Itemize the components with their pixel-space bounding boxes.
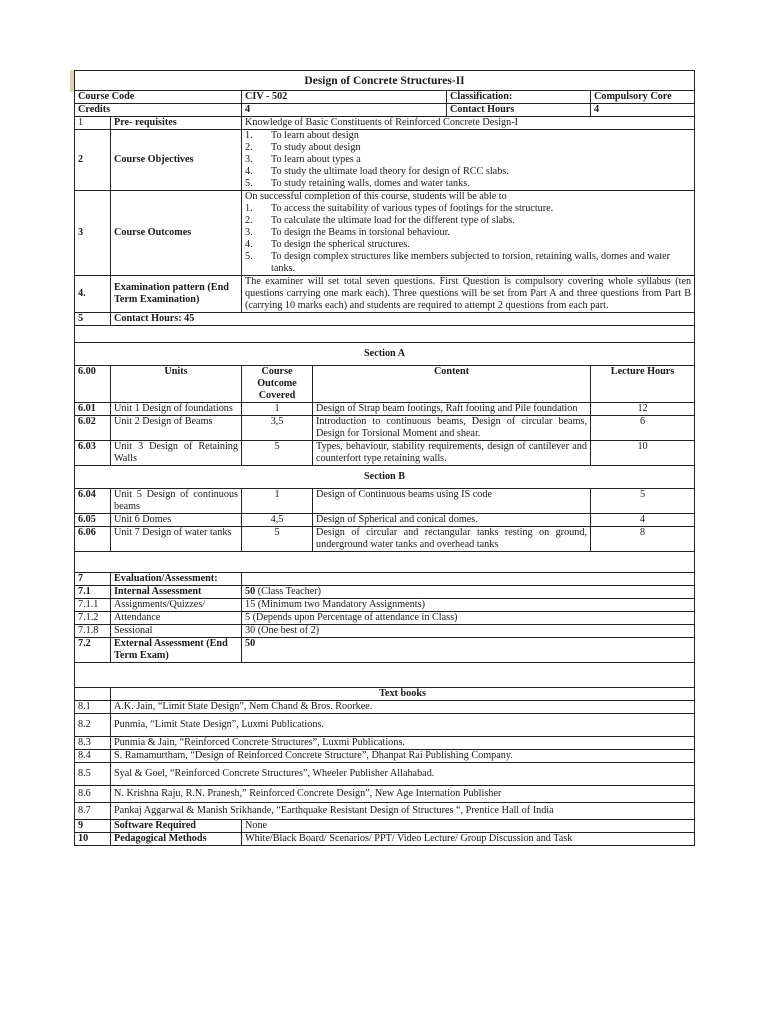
unit-row — [75, 441, 695, 466]
textbook-entry: Punmia & Jain, “Reinforced Concrete Structures”, Luxmi Publications. — [111, 737, 695, 750]
lecture-hours-header: Lecture Hours — [591, 366, 695, 403]
content-header: Content — [313, 366, 591, 403]
item-number: 4. — [245, 166, 253, 177]
course-code-value: CIV - 502 — [242, 91, 447, 104]
unit-row — [75, 403, 695, 416]
contact-hours-label: Contact Hours — [447, 104, 591, 117]
spacer-row — [75, 326, 695, 343]
objectives-row — [75, 130, 695, 191]
row-number: 7.2 — [75, 638, 111, 663]
empty-cell — [75, 688, 111, 701]
textbook-entry: N. Krishna Raju, R.N. Pranesh,” Reinforced Concrete Design”, New Age Internation Publisher — [111, 786, 695, 803]
list-item — [245, 227, 691, 239]
item-text: To access the suitability of various types of footings for the structure. — [271, 203, 554, 214]
unit-content: Design of Strap beam footings, Raft footing and Pile foundation — [313, 403, 591, 416]
list-item — [245, 239, 691, 251]
unit-content: Design of Spherical and conical domes. — [313, 514, 591, 527]
units-number-header: 6.00 — [75, 366, 111, 403]
outcomes-intro: On successful completion of this course, students will be able to — [245, 191, 507, 202]
textbook-entry: Punmia, “Limit State Design”, Luxmi Publications. — [111, 714, 695, 737]
internal-assessment-label: Internal Assessment — [111, 586, 242, 599]
unit-number: 6.05 — [75, 514, 111, 527]
item-text: To calculate the ultimate load for the different type of slabs. — [271, 215, 515, 226]
assessment-label: Attendance — [111, 612, 242, 625]
prerequisites-row — [75, 117, 695, 130]
section-b-title: Section B — [75, 466, 695, 489]
list-item — [245, 203, 691, 215]
textbook-entry: Syal & Goel, “Reinforced Concrete Structures”, Wheeler Publisher Allahabad. — [111, 763, 695, 786]
row-number: 7.1.2 — [75, 612, 111, 625]
outcomes-list — [245, 203, 691, 275]
section-a-title: Section A — [75, 343, 695, 366]
unit-outcome: 1 — [242, 403, 313, 416]
unit-outcome: 5 — [242, 441, 313, 466]
list-item — [245, 251, 691, 275]
empty-cell — [75, 326, 695, 343]
unit-row — [75, 514, 695, 527]
syllabus-table — [74, 70, 695, 846]
textbook-number: 8.3 — [75, 737, 111, 750]
unit-title: Unit 7 Design of water tanks — [111, 527, 242, 552]
textbook-row — [75, 803, 695, 820]
row-number: 7.1.1 — [75, 599, 111, 612]
textbook-number: 8.4 — [75, 750, 111, 763]
section-b-row — [75, 466, 695, 489]
list-item — [245, 215, 691, 227]
unit-title: Unit 2 Design of Beams — [111, 416, 242, 441]
software-value: None — [242, 820, 695, 833]
internal-assessment-row — [75, 586, 695, 599]
unit-hours: 12 — [591, 403, 695, 416]
internal-assessment-value — [242, 586, 695, 599]
unit-title: Unit 3 Design of Retaining Walls — [111, 441, 242, 466]
unit-row — [75, 527, 695, 552]
outcomes-label: Course Outcomes — [111, 191, 242, 276]
item-text: To study retaining walls, domes and water tanks. — [271, 178, 470, 189]
unit-outcome: 4,5 — [242, 514, 313, 527]
internal-assessment-marks: 50 — [245, 586, 256, 597]
item-number: 4. — [245, 239, 253, 250]
unit-content: Introduction to continuous beams, Design of circular beams, Design for Torsional Moment and shear. — [313, 416, 591, 441]
course-title: Design of Concrete Structures-II — [75, 71, 695, 91]
item-text: To study about design — [271, 142, 361, 153]
evaluation-label: Evaluation/Assessment: — [111, 573, 242, 586]
unit-content: Design of Continuous beams using IS code — [313, 489, 591, 514]
textbooks-title: Text books — [111, 688, 695, 701]
row-number: 2 — [75, 130, 111, 191]
exam-pattern-label: Examination pattern (End Term Examination) — [111, 276, 242, 313]
unit-number: 6.02 — [75, 416, 111, 441]
textbook-row — [75, 701, 695, 714]
classification-value: Compulsory Core — [591, 91, 695, 104]
item-number: 1. — [245, 130, 253, 141]
row-number: 5 — [75, 313, 111, 326]
item-text: To learn about types a — [271, 154, 361, 165]
contact-hours-value: 4 — [591, 104, 695, 117]
list-item — [245, 166, 691, 178]
row-number: 4. — [75, 276, 111, 313]
unit-hours: 10 — [591, 441, 695, 466]
prerequisites-label: Pre- requisites — [111, 117, 242, 130]
empty-cell — [75, 663, 695, 688]
unit-row — [75, 489, 695, 514]
section-a-row — [75, 343, 695, 366]
textbook-entry: Pankaj Aggarwal & Manish Srikhande, “Earthquake Resistant Design of Structures “, Prentice Hall of India — [111, 803, 695, 820]
empty-cell — [75, 552, 695, 573]
pedagogy-row — [75, 833, 695, 846]
item-number: 1. — [245, 203, 253, 214]
item-text: To study the ultimate load theory for design of RCC slabs. — [271, 166, 509, 177]
textbook-entry: S. Ramamurtham, “Design of Reinforced Concrete Structure”, Dhanpat Rai Publishing Company. — [111, 750, 695, 763]
assessment-row — [75, 612, 695, 625]
unit-title: Unit 6 Domes — [111, 514, 242, 527]
textbook-row — [75, 750, 695, 763]
exam-pattern-text: The examiner will set total seven questions. First Question is compulsory covering whole syllabus (ten questions carrying one mark each). Three questions will be set from Part A and three questions from Part B (carrying 10 marks each) and students are required to attempt 2 questions from each part. — [242, 276, 695, 313]
item-number: 5. — [245, 251, 253, 262]
assessment-label: Sessional — [111, 625, 242, 638]
unit-number: 6.06 — [75, 527, 111, 552]
external-assessment-label: External Assessment (End Term Exam) — [111, 638, 242, 663]
units-header: Units — [111, 366, 242, 403]
title-row — [75, 71, 695, 91]
list-item — [245, 142, 691, 154]
contact-hours-total: Contact Hours: 45 — [111, 313, 695, 326]
item-text: To design complex structures like members subjected to torsion, retaining walls, domes and water tanks. — [271, 251, 671, 274]
unit-hours: 6 — [591, 416, 695, 441]
unit-outcome: 5 — [242, 527, 313, 552]
textbook-entry: A.K. Jain, “Limit State Design”, Nem Chand & Bros. Roorkee. — [111, 701, 695, 714]
course-code-label: Course Code — [75, 91, 242, 104]
textbook-number: 8.6 — [75, 786, 111, 803]
row-number: 7.1.8 — [75, 625, 111, 638]
row-number: 10 — [75, 833, 111, 846]
textbook-number: 8.7 — [75, 803, 111, 820]
row-number: 9 — [75, 820, 111, 833]
textbook-number: 8.2 — [75, 714, 111, 737]
unit-hours: 8 — [591, 527, 695, 552]
unit-number: 6.01 — [75, 403, 111, 416]
unit-title: Unit 5 Design of continuous beams — [111, 489, 242, 514]
unit-content: Design of circular and rectangular tanks resting on ground, underground water tanks and overhead tanks — [313, 527, 591, 552]
assessment-label: Assignments/Quizzes/ — [111, 599, 242, 612]
item-number: 5. — [245, 178, 253, 189]
spacer-row — [75, 552, 695, 573]
unit-outcome: 1 — [242, 489, 313, 514]
outcomes-row — [75, 191, 695, 276]
item-number: 2. — [245, 142, 253, 153]
syllabus-page — [74, 70, 694, 846]
assessment-row — [75, 625, 695, 638]
unit-hours: 4 — [591, 514, 695, 527]
list-item — [245, 178, 691, 190]
outcomes-list-cell — [242, 191, 695, 276]
row-number: 7 — [75, 573, 111, 586]
assessment-value: 30 (One best of 2) — [242, 625, 695, 638]
unit-title: Unit 1 Design of foundations — [111, 403, 242, 416]
classification-label: Classification: — [447, 91, 591, 104]
empty-cell — [242, 573, 695, 586]
external-assessment-row — [75, 638, 695, 663]
pedagogy-value: White/Black Board/ Scenarios/ PPT/ Video Lecture/ Group Discussion and Task — [242, 833, 695, 846]
textbook-number: 8.5 — [75, 763, 111, 786]
objectives-label: Course Objectives — [111, 130, 242, 191]
unit-hours: 5 — [591, 489, 695, 514]
row-number: 3 — [75, 191, 111, 276]
textbook-number: 8.1 — [75, 701, 111, 714]
units-header-row — [75, 366, 695, 403]
contact-hours-total-row — [75, 313, 695, 326]
unit-row — [75, 416, 695, 441]
exam-pattern-row — [75, 276, 695, 313]
textbook-row — [75, 714, 695, 737]
item-text: To design the Beams in torsional behaviour. — [271, 227, 450, 238]
prerequisites-text: Knowledge of Basic Constituents of Reinforced Concrete Design-I — [242, 117, 695, 130]
assessment-value: 15 (Minimum two Mandatory Assignments) — [242, 599, 695, 612]
unit-content: Types, behaviour, stability requirements, design of cantilever and counterfort type retaining walls. — [313, 441, 591, 466]
item-number: 2. — [245, 215, 253, 226]
credits-value: 4 — [242, 104, 447, 117]
spacer-row — [75, 663, 695, 688]
internal-assessment-note: (Class Teacher) — [257, 586, 322, 597]
list-item — [245, 154, 691, 166]
course-code-row — [75, 91, 695, 104]
row-number: 1 — [75, 117, 111, 130]
textbook-row — [75, 763, 695, 786]
item-text: To learn about design — [271, 130, 359, 141]
unit-outcome: 3,5 — [242, 416, 313, 441]
list-item — [245, 130, 691, 142]
credits-label: Credits — [75, 104, 242, 117]
external-assessment-marks: 50 — [242, 638, 695, 663]
item-number: 3. — [245, 227, 253, 238]
textbook-row — [75, 737, 695, 750]
unit-number: 6.04 — [75, 489, 111, 514]
item-number: 3. — [245, 154, 253, 165]
row-number: 7.1 — [75, 586, 111, 599]
assessment-value: 5 (Depends upon Percentage of attendance in Class) — [242, 612, 695, 625]
objectives-list-cell — [242, 130, 695, 191]
software-row — [75, 820, 695, 833]
evaluation-row — [75, 573, 695, 586]
textbook-row — [75, 786, 695, 803]
course-outcome-header: Course Outcome Covered — [242, 366, 313, 403]
unit-number: 6.03 — [75, 441, 111, 466]
textbooks-title-row — [75, 688, 695, 701]
objectives-list — [245, 130, 691, 190]
item-text: To design the spherical structures. — [271, 239, 410, 250]
software-label: Software Required — [111, 820, 242, 833]
assessment-row — [75, 599, 695, 612]
pedagogy-label: Pedagogical Methods — [111, 833, 242, 846]
credits-row — [75, 104, 695, 117]
